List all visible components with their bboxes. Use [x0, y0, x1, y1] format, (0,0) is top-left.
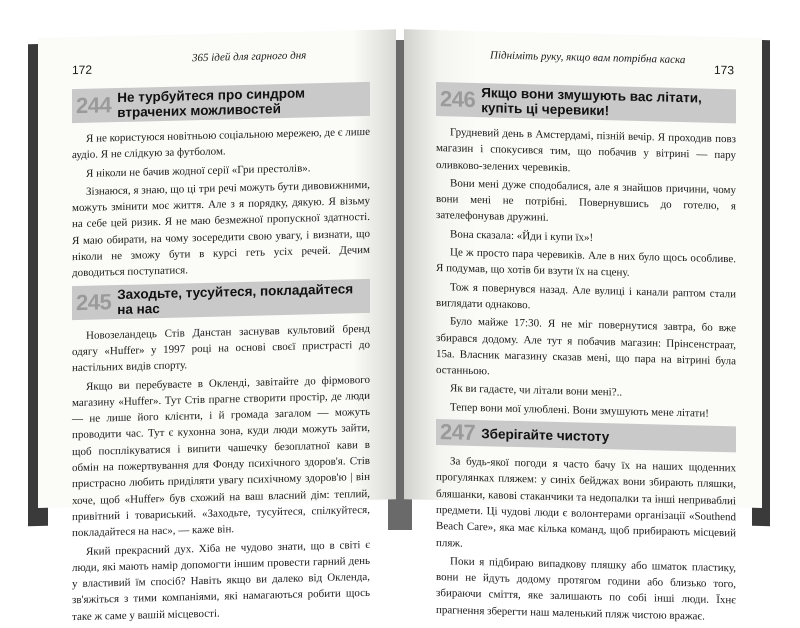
- paragraph: Було майже 17:30. Я не міг повернутися завтра, бо вже збирався додому. Але тут я побачив магазин: Прінсенстраат, 15a. Власник магазину сказав мені, що пара на вітрині була останньою.: [436, 315, 736, 378]
- paragraph: Я ніколи не бачив жодної серії «Гри престолів».: [86, 161, 311, 180]
- right-page: [404, 29, 762, 623]
- section-header-247: [436, 419, 736, 452]
- paragraph: Як ви гадаєте, чи літали вони мені?..: [450, 382, 623, 400]
- paragraph: Зізнаюся, я знаю, що ці три речі можуть бути дивовижними, можуть змінити моє життя. Але з я порядку, дякую. Я візьму на себе цей ризик. Я не маю безмежної пропускної здатності. Я маю обирати, на чому зосередити свою увагу, і визнати, що ніколи не зможу бути в курсі геть усіх речей. Дечим доводиться поступатися.: [72, 178, 370, 280]
- section-number: 244: [76, 92, 112, 119]
- left-running-title: 365 ідей для гарного дня: [192, 49, 307, 65]
- paragraph: Тепер вони мої улюблені. Вони змушують мене літати!: [450, 401, 709, 420]
- paragraph: Грудневий день в Амстердамі, пізній вечір. Я проходив повз магазин і спокусився тим, що побачив у вітрині — пару оливково-зелених черевиків.: [436, 126, 736, 174]
- section-header-245: [72, 279, 370, 320]
- section-header-246: [436, 82, 736, 123]
- right-running-head: [438, 48, 734, 78]
- left-page-number: 172: [72, 62, 93, 78]
- paragraph: Я не користуюся новітньою соціальною мережею, де є лише аудіо. Я не слідкую за футболом.: [72, 125, 370, 162]
- section-number: 247: [440, 419, 476, 446]
- paragraph: Який прекрасний дух. Хіба не чудово знати, що в світі є люди, які мають намір допомогти іншим провести гарний день у властивий їм спосіб? Навіть якщо ви далеко від Окленда, зв'яжіться з тими компаніями, які намагаються робити щось таке ж саме у вашій місцевості.: [72, 538, 370, 623]
- left-page: [38, 29, 396, 623]
- section-header-244: [72, 82, 370, 123]
- section-number: 246: [440, 86, 476, 112]
- right-page-number: 173: [713, 62, 734, 78]
- section-title: Якщо вони змушують вас літати, купіть ці черевики!: [481, 85, 702, 119]
- paragraph: Поки я підбираю випадкову пляшку або шматок пластику, вони не йдуть додому протягом години або близько того, збираючи сміття, яке залишають по собі інші люди. Їхнє прагнення зберегти наш маленький пляж чистою вражає.: [436, 555, 736, 623]
- right-running-title: Підніміть руку, якщо вам потрібна каска: [490, 49, 686, 67]
- paragraph: Тож я повернувся назад. Але вулиці і канали раптом стали виглядати однаково.: [436, 281, 736, 312]
- right-page-content: [436, 78, 736, 627]
- paragraph: Вони мені дуже сподобалися, але я знайшов причини, чому вони мені не потрібні. Повернувшись до готелю, я зателефонував дружині.: [436, 177, 736, 225]
- paragraph: Це ж просто пара черевиків. Але в них було щось особливе. Я подумав, що хотів би взути їх на сцену.: [436, 246, 736, 280]
- paragraph: Новозеландець Стів Данстан заснував культовий бренд одягу «Huffer» у 1997 році на основі своєї пристрасті до настільних видів спорту.: [72, 322, 370, 375]
- section-number: 245: [76, 288, 112, 315]
- section-title: Зберігайте чистоту: [481, 425, 610, 444]
- section-title: Не турбуйтеся про синдром втрачених можливостей: [117, 85, 306, 121]
- section-title: Заходьте, тусуйтеся, покладайтеся на нас: [117, 280, 354, 317]
- paragraph: За будь-якої погоди я часто бачу їх на наших щоденних прогулянках пляжем: у синіх бейджах вони збирають пляшки, бляшанки, кавові стаканчики та недопалки та інші неприваблиі предмети. Ці чудові люди є волонтерами організації «Southend Beach Care», яка має кілька команд, щоб прибирають місцевий пляж.: [436, 455, 736, 550]
- left-page-content: [72, 78, 370, 627]
- left-running-head: [72, 48, 368, 78]
- paragraph: Вона сказала: «Йди і купи їх»!: [450, 228, 594, 244]
- paragraph: Якщо ви перебуваєте в Окленді, завітайте до фірмового магазину «Huffer». Тут Стів прагне створити простір, де люди — не лише його клієнти, і й громада загалом — можуть проводити час. Тут є кухонна зона, куди люди можуть зайти, щоб посплікуватися і випити чашечку безоплатної кави в обмін на пожертвування для Фонду психічного здоров'я. Стів пристрасно любить приділяти увагу психічному здоров'ю | він хоче, щоб «Huffer» був схожий на ваш власний дім: теплий, привітний і товариський. «Заходьте, тусуйтеся, спілкуйтеся, покладайтеся на нас», — каже він.: [72, 373, 370, 540]
